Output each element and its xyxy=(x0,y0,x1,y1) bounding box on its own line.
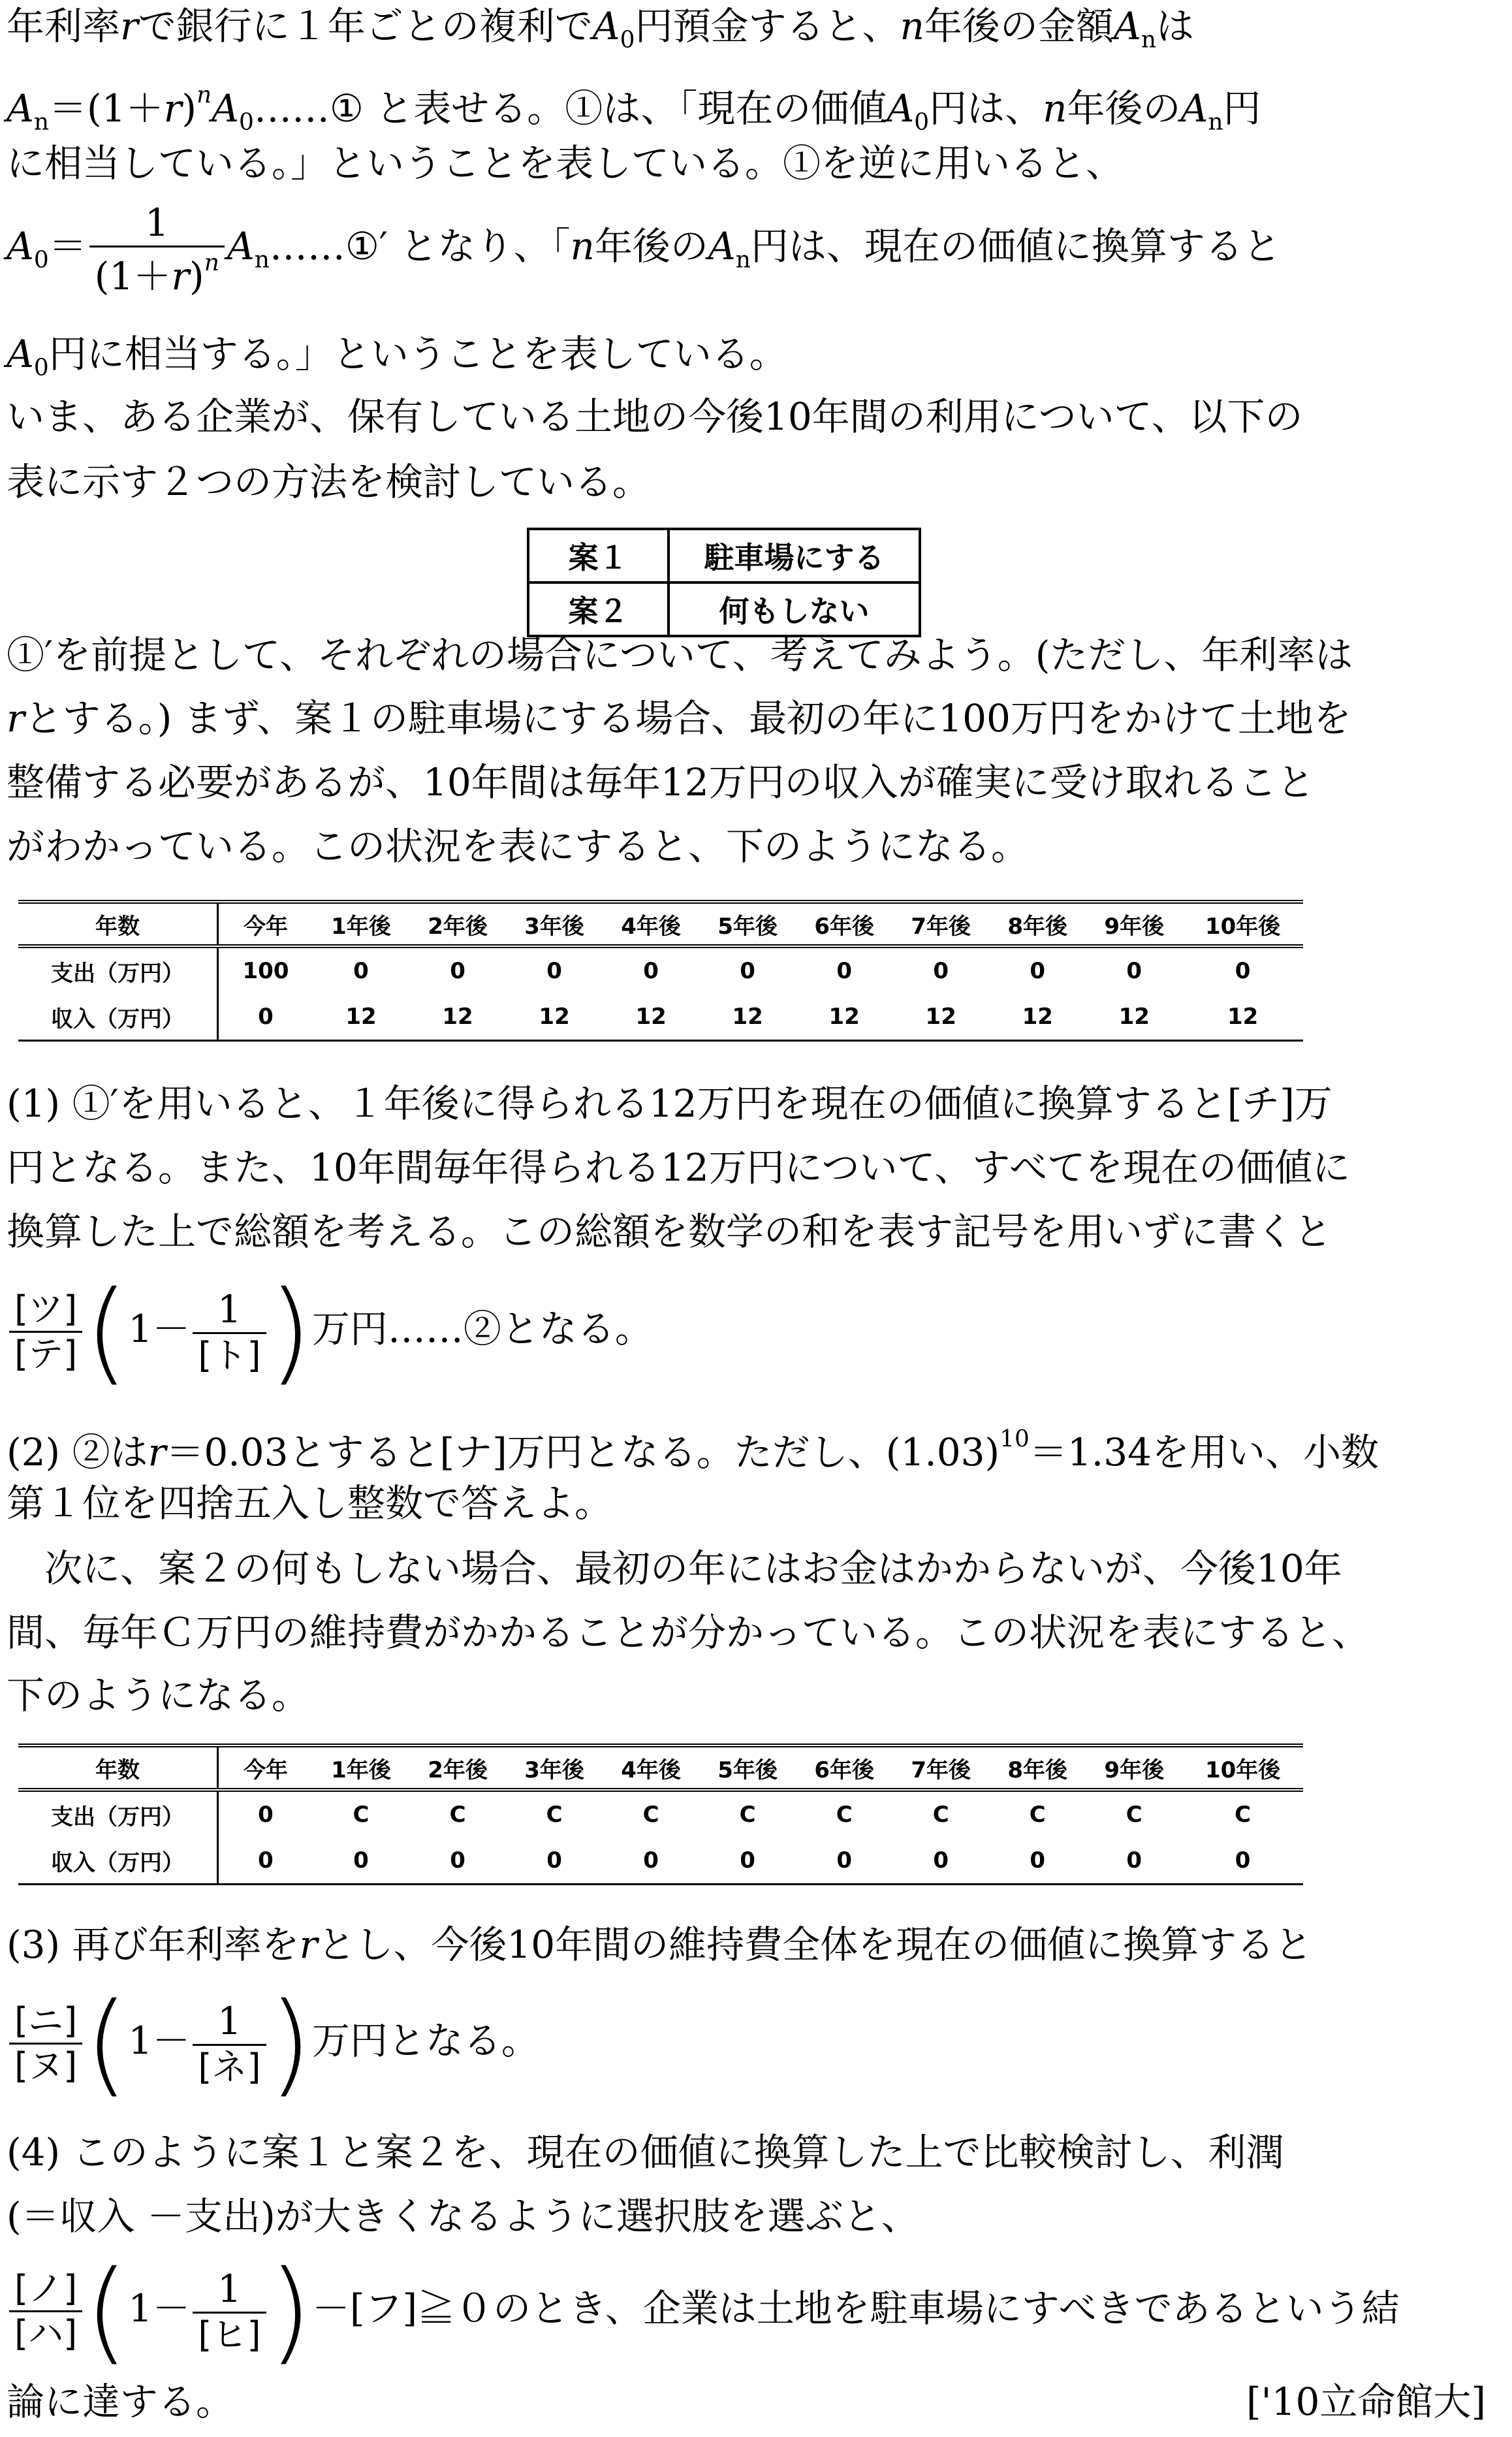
var-A: A xyxy=(592,4,620,48)
row-label: 支出（万円） xyxy=(18,946,218,994)
table-row-income xyxy=(18,1838,1303,1885)
header-cell: 今年 xyxy=(218,1745,313,1790)
var-n: n xyxy=(1043,86,1067,131)
var-A: A xyxy=(887,86,915,131)
header-cell: 5年後 xyxy=(699,1745,796,1790)
header-cell: 7年後 xyxy=(892,1745,989,1790)
subscript: 0 xyxy=(914,108,930,136)
q2-line-1 xyxy=(7,1414,1505,1477)
paren-close: ) xyxy=(268,1267,312,1397)
table-cell: 0 xyxy=(1235,958,1251,984)
text: 1－ xyxy=(128,2018,191,2063)
var-A: A xyxy=(1180,86,1208,131)
table-cell: 0 xyxy=(258,1802,274,1828)
blank-ha: [ハ] xyxy=(9,2310,82,2351)
q4-line-2: (＝収入 －支出)が大きくなるように選択肢を選ぶと、 xyxy=(7,2194,919,2238)
table-cell: 12 xyxy=(892,994,989,1041)
text: 円に相当する。」ということを表している。 xyxy=(48,332,787,376)
plan-row xyxy=(528,582,920,636)
table-cell: 0 xyxy=(699,1838,796,1885)
table-cell: 0 xyxy=(1086,1838,1182,1885)
numerator: 1 xyxy=(217,1999,242,2044)
var-A: A xyxy=(227,223,255,268)
formula-1: ＝(1＋ xyxy=(49,86,164,131)
var-n: n xyxy=(570,223,595,268)
denominator xyxy=(89,246,225,298)
text: で銀行に１年ごとの複利で xyxy=(138,4,593,48)
header-cell: 4年後 xyxy=(603,902,699,946)
q1-line-2: 円となる。また、10年間毎年得られる12万円について、すべてを現在の価値に xyxy=(7,1145,1351,1190)
paren-close: ) xyxy=(268,1979,312,2109)
para3-line-1: 次に、案２の何もしない場合、最初の年にはお金はかからないが、今後10年 xyxy=(7,1546,1342,1591)
q4-line-4: 論に達する。 xyxy=(7,2380,234,2424)
header-cell: 4年後 xyxy=(603,1745,699,1790)
table-cell: 0 xyxy=(450,958,465,984)
header-cell: 3年後 xyxy=(506,1745,603,1790)
table-cell: C xyxy=(1126,1802,1142,1828)
subscript: n xyxy=(735,246,751,274)
var-n: n xyxy=(900,4,924,48)
table-cell: 12 xyxy=(1182,994,1303,1041)
para2-line-4: がわかっている。この状況を表にすると、下のようになる。 xyxy=(7,824,1030,868)
plan-table xyxy=(527,528,921,637)
text: (1＋ xyxy=(94,253,172,298)
fraction-inner xyxy=(193,2267,266,2356)
fraction-inner xyxy=(193,1999,266,2088)
header-cell: 1年後 xyxy=(313,1745,409,1790)
blank-nu: [ヌ] xyxy=(9,2043,82,2084)
para3-line-2: 間、毎年Ｃ万円の維持費がかかることが分かっている。この状況を表にすると、 xyxy=(7,1610,1370,1655)
table-cell: 0 xyxy=(546,958,562,984)
intro-formula-2 xyxy=(7,200,1505,298)
var-r: r xyxy=(299,1922,318,1967)
table-cell: C xyxy=(932,1802,949,1828)
intro-line-6: いま、ある企業が、保有している土地の今後10年間の利用について、以下の xyxy=(7,394,1303,439)
table-cell: 12 xyxy=(409,994,506,1041)
subscript: 0 xyxy=(33,246,49,274)
header-cell: 1年後 xyxy=(313,902,409,946)
table-cell: 0 xyxy=(313,1838,409,1885)
table-cell: C xyxy=(1235,1802,1252,1828)
table-cell: C xyxy=(353,1802,370,1828)
header-row xyxy=(18,902,1303,946)
table-cell: C xyxy=(546,1802,563,1828)
row-label: 支出（万円） xyxy=(18,1790,218,1838)
intro-line-3: に相当している。」ということを表している。①を逆に用いると、 xyxy=(7,141,1124,185)
header-cell: 6年後 xyxy=(796,902,892,946)
paren-open: ( xyxy=(85,1979,129,2109)
q2-line-2: 第１位を四捨五入し整数で答えよ。 xyxy=(7,1481,613,1525)
var-A: A xyxy=(7,223,34,268)
table-cell: 0 xyxy=(796,1838,892,1885)
table-cell: 0 xyxy=(836,958,852,984)
para2-line-1: ①′を前提として、それぞれの場合について、考えてみよう。(ただし、年利率は xyxy=(7,633,1353,677)
table-cell: 0 xyxy=(989,1838,1086,1885)
source-citation: ['10立命館大] xyxy=(1246,2380,1486,2424)
subscript: n xyxy=(1141,26,1156,54)
text: (2) ②は xyxy=(7,1429,148,1474)
q1-line-3: 換算した上で総額を考える。この総額を数学の和を表す記号を用いずに書くと xyxy=(7,1209,1332,1254)
text: 円 xyxy=(1223,86,1261,131)
text: ) xyxy=(189,253,204,298)
table-cell: 0 xyxy=(1182,1838,1303,1885)
text: (3) 再び年利率を xyxy=(7,1922,300,1967)
blank-tsu: [ツ] xyxy=(14,1288,78,1330)
header-cell: 3年後 xyxy=(506,902,603,946)
q3-line-1 xyxy=(7,1920,1505,1969)
header-cell: 2年後 xyxy=(409,1745,506,1790)
text: とし、今後10年間の維持費全体を現在の価値に換算すると xyxy=(317,1922,1313,1967)
text: ＝0.03とすると[ナ]万円となる。ただし、(1.03) xyxy=(166,1429,1000,1474)
intro-line-1 xyxy=(7,1,1505,65)
table-cell: 0 xyxy=(506,1838,603,1885)
text: ……① と表せる。①は、「現在の価値 xyxy=(253,86,887,131)
table-cell: C xyxy=(1029,1802,1046,1828)
row-label: 収入（万円） xyxy=(18,1838,218,1885)
text: 万円……②となる。 xyxy=(311,1307,653,1351)
numerator: 1 xyxy=(217,1287,242,1332)
header-row xyxy=(18,1745,1303,1790)
numerator: 1 xyxy=(217,2267,242,2312)
blank-ne: [ネ] xyxy=(193,2044,266,2085)
header-cell: 5年後 xyxy=(699,902,796,946)
text: －[フ]≧０のとき、企業は土地を駐車場にすべきであるという結 xyxy=(311,2286,1400,2331)
cashflow-table-plan1 xyxy=(18,900,1303,1042)
var-A: A xyxy=(7,332,34,376)
paren-open: ( xyxy=(85,2246,129,2376)
text: ＝1.34を用い、小数 xyxy=(1029,1429,1379,1474)
header-cell: 今年 xyxy=(218,902,313,946)
var-r: r xyxy=(148,1429,166,1474)
header-cell: 10年後 xyxy=(1182,902,1303,946)
fraction xyxy=(89,200,225,298)
var-A: A xyxy=(708,223,736,268)
blank-ni: [ニ] xyxy=(14,2000,78,2042)
text: 1－ xyxy=(128,1307,191,1351)
table-cell: C xyxy=(642,1802,659,1828)
table-cell: 0 xyxy=(1030,958,1046,984)
fraction-outer xyxy=(9,2268,82,2355)
header-cell: 9年後 xyxy=(1086,902,1182,946)
text: は xyxy=(1156,4,1194,48)
table-cell: 0 xyxy=(643,958,659,984)
paren-open: ( xyxy=(85,1267,129,1397)
table-cell: 12 xyxy=(989,994,1086,1041)
var-A: A xyxy=(212,86,239,131)
table-row-income xyxy=(18,994,1303,1041)
fraction-outer xyxy=(9,2000,82,2087)
blank-to: [ト] xyxy=(193,1332,266,1373)
text: 年後の xyxy=(594,223,708,268)
var-r: r xyxy=(171,253,190,298)
table-cell: 12 xyxy=(796,994,892,1041)
q3-formula xyxy=(7,1979,1505,2109)
header-cell: 7年後 xyxy=(892,902,989,946)
header-cell: 2年後 xyxy=(409,902,506,946)
subscript: 0 xyxy=(33,354,49,381)
header-cell: 8年後 xyxy=(989,1745,1086,1790)
table-cell: 0 xyxy=(409,1838,506,1885)
header-cell: 年数 xyxy=(18,1745,218,1790)
text: 年利率 xyxy=(7,4,121,48)
table-cell: 0 xyxy=(353,958,369,984)
text: 年後の xyxy=(1067,86,1181,131)
header-cell: 9年後 xyxy=(1086,1745,1182,1790)
q1-line-1: (1) ①′を用いると、１年後に得られる12万円を現在の価値に換算すると[チ]万 xyxy=(7,1081,1332,1126)
superscript: 10 xyxy=(1000,1426,1030,1452)
header-cell: 8年後 xyxy=(989,902,1086,946)
subscript: 0 xyxy=(239,108,254,136)
para2-line-3: 整備する必要があるが、10年間は毎年12万円の収入が確実に受け取れること xyxy=(7,760,1315,804)
intro-line-7: 表に示す２つの方法を検討している。 xyxy=(7,460,651,504)
intro-line-2 xyxy=(7,71,1505,147)
table-cell: C xyxy=(836,1802,853,1828)
superscript: n xyxy=(204,249,219,276)
text: 円は、現在の価値に換算すると xyxy=(750,223,1281,268)
fraction-inner xyxy=(193,1287,266,1377)
table-row-expense xyxy=(18,1790,1303,1838)
var-A: A xyxy=(7,86,34,131)
header-cell: 年数 xyxy=(18,902,218,946)
text: ＝ xyxy=(48,223,87,268)
blank-no: [ノ] xyxy=(14,2268,78,2310)
text: 円は、 xyxy=(929,86,1043,131)
text: とする。) まず、案１の駐車場にする場合、最初の年に100万円をかけて土地を xyxy=(24,696,1351,741)
plan-key: 案２ xyxy=(528,582,669,636)
table-row-expense xyxy=(18,946,1303,994)
text: 円預金すると、 xyxy=(635,4,900,48)
superscript: n xyxy=(196,82,212,108)
text: ……①′ となり、「 xyxy=(269,223,571,268)
para3-line-3: 下のようになる。 xyxy=(7,1673,310,1717)
text: ) xyxy=(181,86,197,131)
header-cell: 10年後 xyxy=(1182,1745,1303,1790)
plan-key: 案１ xyxy=(528,529,669,582)
table-cell: 12 xyxy=(1086,994,1182,1041)
table-cell: C xyxy=(449,1802,466,1828)
table-cell: 100 xyxy=(242,958,289,984)
table-cell: 0 xyxy=(218,1838,313,1885)
row-label: 収入（万円） xyxy=(18,994,218,1041)
subscript: n xyxy=(1208,108,1223,136)
table-cell: 0 xyxy=(603,1838,699,1885)
blank-hi: [ヒ] xyxy=(193,2312,266,2353)
plan-row xyxy=(528,529,920,582)
table-cell: 0 xyxy=(740,958,755,984)
var-r: r xyxy=(7,696,25,741)
intro-line-5 xyxy=(7,329,1505,393)
blank-te: [テ] xyxy=(9,1331,82,1372)
q1-formula xyxy=(7,1267,1505,1397)
text: 1－ xyxy=(128,2286,191,2331)
table-cell: 12 xyxy=(699,994,796,1041)
table-cell: 0 xyxy=(218,994,313,1041)
plan-value: 何もしない xyxy=(669,582,920,636)
table-cell: 0 xyxy=(1126,958,1142,984)
table-cell: 0 xyxy=(892,1838,989,1885)
table-cell: C xyxy=(739,1802,756,1828)
table-cell: 12 xyxy=(603,994,699,1041)
para2-line-2 xyxy=(7,693,1505,743)
numerator: 1 xyxy=(144,200,169,245)
subscript: 0 xyxy=(620,26,635,54)
q4-formula xyxy=(7,2246,1505,2376)
var-A: A xyxy=(1113,4,1141,48)
q4-line-1: (4) このように案１と案２を、現在の価値に換算した上で比較検討し、利潤 xyxy=(7,2130,1284,2174)
table-cell: 12 xyxy=(313,994,409,1041)
table-cell: 12 xyxy=(506,994,603,1041)
table-cell: 0 xyxy=(933,958,949,984)
subscript: n xyxy=(254,246,270,274)
cashflow-table-plan2 xyxy=(18,1744,1303,1885)
text: 年後の金額 xyxy=(924,4,1114,48)
paren-close: ) xyxy=(268,2246,312,2376)
var-r: r xyxy=(163,86,182,131)
header-cell: 6年後 xyxy=(796,1745,892,1790)
text: 万円となる。 xyxy=(311,2018,539,2063)
var-r: r xyxy=(120,4,138,48)
plan-value: 駐車場にする xyxy=(669,529,920,582)
subscript: n xyxy=(33,108,50,136)
fraction-outer xyxy=(9,1288,82,1375)
